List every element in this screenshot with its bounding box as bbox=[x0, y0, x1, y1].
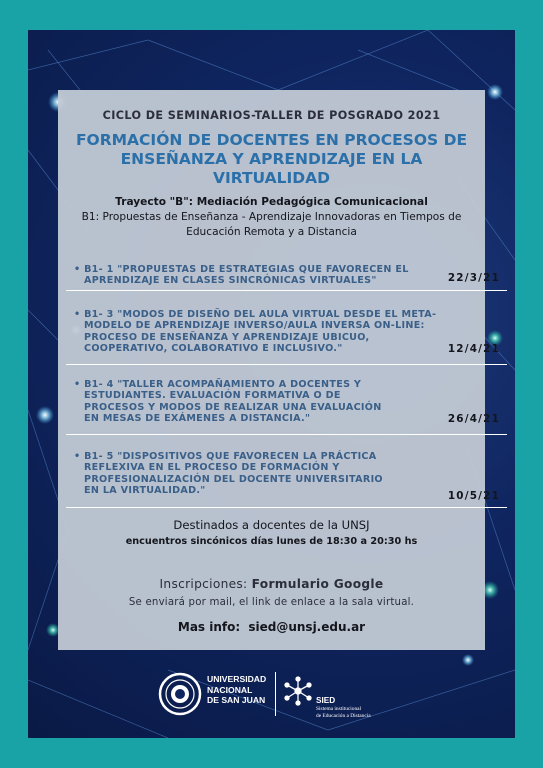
registration-note: Se enviará por mail, el link de enlace a la sala virtual. bbox=[128, 597, 415, 608]
seminar-line: APRENDIZAJE EN CLASES SINCRÓNICAS VIRTUALES" bbox=[84, 275, 377, 287]
seminar-line: COOPERATIVO, COLABORATIVO E INCLUSIVO." bbox=[84, 343, 343, 355]
seminar-line: ESTUDIANTES. EVALUACIÓN FORMATIVA O DE bbox=[84, 390, 341, 402]
description-line: Educación Remota y a Distancia bbox=[186, 226, 357, 238]
sied-network-icon bbox=[282, 675, 314, 707]
seminar-line: EN MESAS DE EXÁMENES A DISTANCIA." bbox=[84, 413, 311, 425]
main-title-line: FORMACIÓN DE DOCENTES EN PROCESOS DE bbox=[75, 131, 468, 149]
main-title-line: ENSEÑANZA Y APRENDIZAJE EN LA bbox=[120, 150, 423, 168]
seminar-line: PROCESO DE ENSEÑANZA Y APRENDIZAJE UBICUO, bbox=[84, 331, 370, 343]
university-name bbox=[207, 674, 266, 706]
registration-label: Inscripciones: bbox=[159, 577, 248, 591]
seminar-line: EN LA VIRTUALIDAD." bbox=[84, 485, 206, 497]
trayecto-heading: Trayecto "B": Mediación Pedagógica Comunicacional bbox=[115, 196, 428, 208]
divider bbox=[66, 290, 507, 291]
logo-divider bbox=[275, 672, 276, 716]
footer-logos bbox=[158, 670, 418, 722]
university-name-line: DE SAN JUAN bbox=[207, 695, 266, 705]
sied-subtitle-line: de Educación a Distancia bbox=[316, 712, 371, 719]
seminar-line: PROCESOS Y MODOS DE REALIZAR UNA EVALUACIÓN bbox=[84, 401, 382, 413]
seminar-date: 12/4/21 bbox=[447, 343, 500, 355]
seminar-line: REFLEXIVA EN EL PROCESO DE FORMACIÓN Y bbox=[84, 462, 340, 474]
series-heading: CICLO DE SEMINARIOS-TALLER DE POSGRADO 2021 bbox=[102, 109, 441, 122]
seminar-line: • B1- 4 "TALLER ACOMPAÑAMIENTO A DOCENTES Y bbox=[74, 379, 362, 390]
audience-text: Destinados a docentes de la UNSJ bbox=[173, 518, 370, 532]
contact-label: Mas info: bbox=[177, 620, 241, 634]
trayecto-description bbox=[66, 210, 477, 240]
seminar-item bbox=[74, 309, 444, 355]
contact-email-link[interactable]: sied@unsj.edu.ar bbox=[248, 620, 366, 634]
seminar-line: • B1- 5 "DISPOSITIVOS QUE FAVORECEN LA PRÁCTICA bbox=[74, 451, 377, 462]
sied-title: SIED bbox=[316, 696, 336, 705]
divider bbox=[66, 364, 507, 365]
divider bbox=[66, 507, 507, 508]
main-title-line: VIRTUALIDAD bbox=[212, 169, 331, 187]
university-seal-icon bbox=[158, 672, 202, 716]
contact-line bbox=[58, 620, 485, 634]
seminar-line: • B1- 1 "PROPUESTAS DE ESTRATEGIAS QUE FAVORECEN EL bbox=[74, 264, 409, 275]
registration-form-link[interactable]: Formulario Google bbox=[251, 577, 384, 591]
university-name-line: NACIONAL bbox=[207, 684, 253, 695]
seminar-line: • B1- 3 "MODOS DE DISEÑO DEL AULA VIRTUAL DESDE EL META- bbox=[74, 309, 437, 320]
university-name-line: UNIVERSIDAD bbox=[207, 674, 267, 684]
schedule-text: encuentros sincónicos días lunes de 18:30 a 20:30 hs bbox=[125, 536, 418, 547]
seminar-item bbox=[74, 451, 444, 497]
seminar-date: 10/5/21 bbox=[447, 490, 500, 502]
registration-line bbox=[58, 577, 485, 591]
description-line: B1: Propuestas de Enseñanza - Aprendizaje Innovadoras en Tiempos de bbox=[81, 211, 462, 223]
seminar-item bbox=[74, 379, 444, 425]
sied-subtitle-line: Sistema institucional bbox=[316, 706, 362, 712]
seminar-line: PROFESIONALIZACIÓN DEL DOCENTE UNIVERSITARIO bbox=[84, 473, 383, 485]
sied-subtitle bbox=[316, 706, 371, 719]
seminar-date: 26/4/21 bbox=[447, 413, 500, 425]
divider bbox=[66, 434, 507, 435]
seminar-item bbox=[74, 264, 424, 287]
seminar-line: MODELO DE APRENDIZAJE INVERSO/AULA INVERSA ON-LINE: bbox=[84, 320, 425, 332]
seminar-date: 22/3/21 bbox=[447, 272, 500, 284]
main-title bbox=[68, 131, 475, 188]
